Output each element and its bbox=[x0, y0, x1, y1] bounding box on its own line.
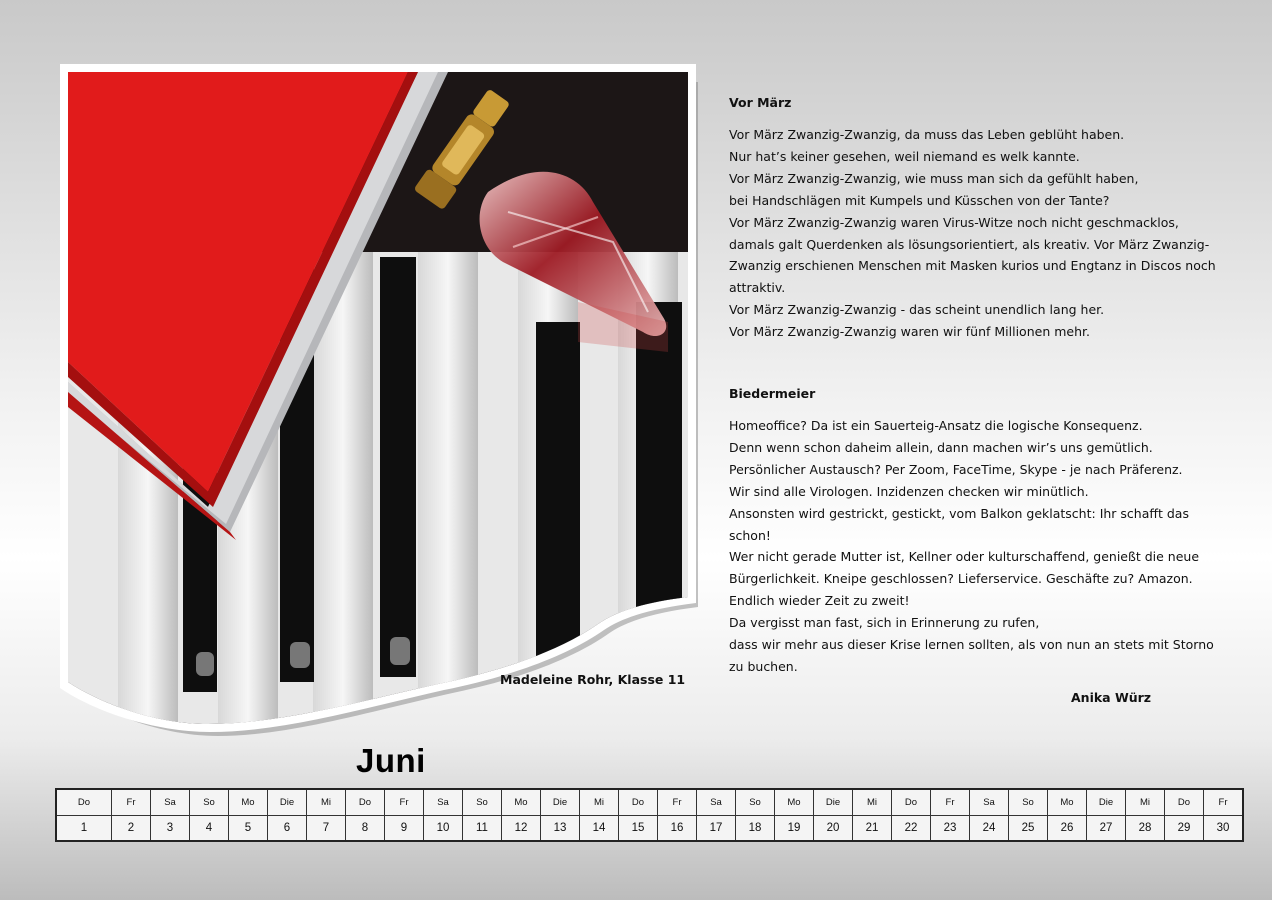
date-cell[interactable]: 7 bbox=[307, 816, 346, 842]
poem-lines bbox=[729, 415, 1249, 678]
weekday-cell: Fr bbox=[931, 789, 970, 816]
date-cell[interactable]: 27 bbox=[1087, 816, 1126, 842]
weekday-cell: Die bbox=[1087, 789, 1126, 816]
weekday-cell: Die bbox=[814, 789, 853, 816]
date-cell[interactable]: 4 bbox=[190, 816, 229, 842]
weekday-cell: So bbox=[463, 789, 502, 816]
poem-line: Persönlicher Austausch? Per Zoom, FaceTime, Skype - je nach Präferenz. bbox=[729, 461, 1183, 477]
poem-line: Homeoffice? Da ist ein Sauerteig-Ansatz die logische Konsequenz. bbox=[729, 418, 1143, 433]
date-cell[interactable]: 1 bbox=[56, 816, 112, 842]
weekday-cell: So bbox=[736, 789, 775, 816]
poem-line: schon! bbox=[729, 527, 771, 543]
poem-line: Vor März Zwanzig-Zwanzig - das scheint unendlich lang her. bbox=[729, 302, 1105, 318]
date-cell[interactable]: 28 bbox=[1126, 816, 1165, 842]
date-cell[interactable]: 5 bbox=[229, 816, 268, 842]
date-cell[interactable]: 11 bbox=[463, 816, 502, 842]
poem-line: Denn wenn schon daheim allein, dann machen wir’s uns gemütlich. bbox=[729, 439, 1153, 455]
poem-line: bei Handschlägen mit Kumpels und Küsschen von der Tante? bbox=[729, 192, 1110, 208]
weekday-cell: Fr bbox=[112, 789, 151, 816]
month-title: Juni bbox=[356, 742, 426, 779]
weekday-cell: Sa bbox=[970, 789, 1009, 816]
date-row bbox=[56, 816, 1243, 842]
poem-line: Wer nicht gerade Mutter ist, Kellner oder kulturschaffend, genießt die neue bbox=[729, 549, 1200, 565]
poem-title: Vor März bbox=[729, 95, 792, 110]
weekday-cell: Sa bbox=[424, 789, 463, 816]
date-cell[interactable]: 20 bbox=[814, 816, 853, 842]
date-cell[interactable]: 21 bbox=[853, 816, 892, 842]
date-cell[interactable]: 18 bbox=[736, 816, 775, 842]
date-cell[interactable]: 17 bbox=[697, 816, 736, 842]
weekday-cell: Die bbox=[541, 789, 580, 816]
poem-line: Endlich wieder Zeit zu zweit! bbox=[729, 593, 910, 609]
weekday-cell: Do bbox=[892, 789, 931, 816]
weekday-cell: Fr bbox=[385, 789, 424, 816]
weekday-cell: Do bbox=[56, 789, 112, 816]
date-cell[interactable]: 10 bbox=[424, 816, 463, 842]
weekday-cell: Fr bbox=[1204, 789, 1244, 816]
weekday-cell: Do bbox=[346, 789, 385, 816]
calendar-table bbox=[55, 788, 1244, 842]
poem-line: Da vergisst man fast, sich in Erinnerung zu rufen, bbox=[729, 615, 1040, 631]
poem-line: damals galt Querdenken als lösungsorientiert, als kreativ. Vor März Zwanzig- bbox=[729, 236, 1210, 252]
poem-vor-maerz bbox=[729, 94, 1229, 343]
weekday-cell: Fr bbox=[658, 789, 697, 816]
poem-line: dass wir mehr aus dieser Krise lernen sollten, als von nun an stets mit Storno bbox=[729, 637, 1214, 653]
poem-line: Bürgerlichkeit. Kneipe geschlossen? Lieferservice. Geschäfte zu? Amazon. bbox=[729, 571, 1193, 587]
weekday-cell: Mo bbox=[502, 789, 541, 816]
date-cell[interactable]: 22 bbox=[892, 816, 931, 842]
weekday-cell: Do bbox=[1165, 789, 1204, 816]
weekday-cell: Mi bbox=[580, 789, 619, 816]
date-cell[interactable]: 30 bbox=[1204, 816, 1244, 842]
weekday-cell: Do bbox=[619, 789, 658, 816]
poem-line: Wir sind alle Virologen. Inzidenzen checken wir minütlich. bbox=[729, 483, 1089, 499]
weekday-cell: Mi bbox=[853, 789, 892, 816]
date-cell[interactable]: 15 bbox=[619, 816, 658, 842]
date-cell[interactable]: 29 bbox=[1165, 816, 1204, 842]
weekday-cell: Die bbox=[268, 789, 307, 816]
poem-biedermeier bbox=[729, 385, 1249, 678]
poem-line: Zwanzig erschienen Menschen mit Masken kurios und Engtanz in Discos noch bbox=[729, 258, 1216, 274]
poem-lines bbox=[729, 124, 1229, 343]
artwork-painting bbox=[58, 62, 703, 744]
date-cell[interactable]: 24 bbox=[970, 816, 1009, 842]
date-cell[interactable]: 12 bbox=[502, 816, 541, 842]
date-cell[interactable]: 6 bbox=[268, 816, 307, 842]
date-cell[interactable]: 16 bbox=[658, 816, 697, 842]
poem-line: attraktiv. bbox=[729, 280, 786, 296]
weekday-cell: So bbox=[190, 789, 229, 816]
poem-line: Ansonsten wird gestrickt, gestickt, vom Balkon geklatscht: Ihr schafft das bbox=[729, 505, 1189, 521]
artwork-caption: Madeleine Rohr, Klasse 11 bbox=[500, 672, 686, 687]
poem-line: Vor März Zwanzig-Zwanzig waren wir fünf Millionen mehr. bbox=[729, 324, 1090, 340]
date-cell[interactable]: 2 bbox=[112, 816, 151, 842]
date-cell[interactable]: 13 bbox=[541, 816, 580, 842]
weekday-cell: Mo bbox=[775, 789, 814, 816]
weekday-cell: Mi bbox=[307, 789, 346, 816]
poem-line: Vor März Zwanzig-Zwanzig, wie muss man sich da gefühlt haben, bbox=[729, 170, 1139, 186]
poem-line: zu buchen. bbox=[729, 658, 798, 674]
poem-line: Nur hat’s keiner gesehen, weil niemand es welk kannte. bbox=[729, 148, 1080, 164]
date-cell[interactable]: 9 bbox=[385, 816, 424, 842]
weekday-row bbox=[56, 789, 1243, 816]
date-cell[interactable]: 8 bbox=[346, 816, 385, 842]
date-cell[interactable]: 3 bbox=[151, 816, 190, 842]
date-cell[interactable]: 26 bbox=[1048, 816, 1087, 842]
date-cell[interactable]: 14 bbox=[580, 816, 619, 842]
date-cell[interactable]: 23 bbox=[931, 816, 970, 842]
weekday-cell: So bbox=[1009, 789, 1048, 816]
weekday-cell: Mo bbox=[1048, 789, 1087, 816]
date-cell[interactable]: 19 bbox=[775, 816, 814, 842]
weekday-cell: Mi bbox=[1126, 789, 1165, 816]
weekday-cell: Sa bbox=[697, 789, 736, 816]
poem-line: Vor März Zwanzig-Zwanzig waren Virus-Witze noch nicht geschmacklos, bbox=[729, 214, 1179, 230]
date-cell[interactable]: 25 bbox=[1009, 816, 1048, 842]
poem-line: Vor März Zwanzig-Zwanzig, da muss das Leben geblüht haben. bbox=[729, 127, 1125, 142]
weekday-cell: Mo bbox=[229, 789, 268, 816]
poem-author: Anika Würz bbox=[1071, 690, 1152, 705]
poem-title: Biedermeier bbox=[729, 386, 816, 401]
weekday-cell: Sa bbox=[151, 789, 190, 816]
